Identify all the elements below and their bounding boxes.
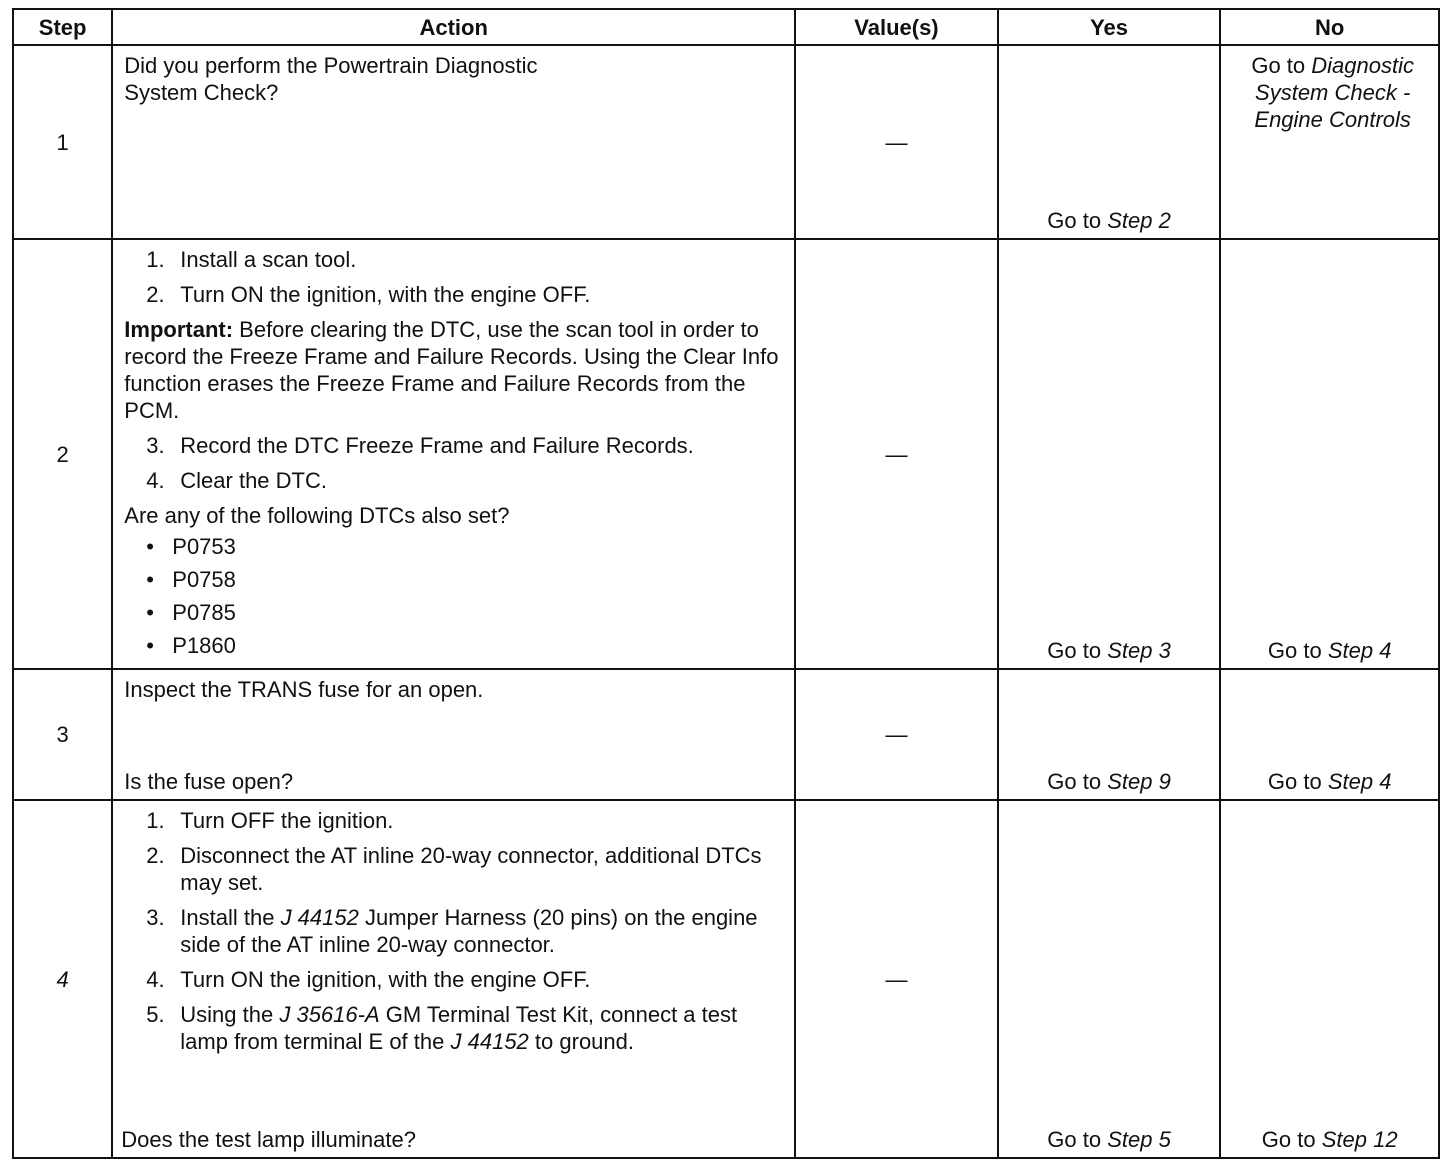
- step-list: [124, 807, 784, 1055]
- yes-cell: [998, 45, 1221, 239]
- yes-cell: [998, 669, 1221, 800]
- no-link[interactable]: Go to Step 12: [1261, 1127, 1398, 1152]
- tool-ref: J 35616-A: [279, 1002, 380, 1027]
- header-step: Step: [13, 9, 112, 45]
- header-row: [13, 9, 1439, 45]
- list-item: 4. Clear the DTC.: [146, 468, 327, 493]
- list-item: • P0758: [146, 567, 236, 592]
- no-link[interactable]: Go to Step 4: [1267, 638, 1392, 663]
- list-item: 3. Install the J 44152 Jumper Harness (20 pins) on the engine side of the AT inline 20-way connector.: [146, 905, 758, 957]
- list-item: • P1860: [146, 633, 236, 658]
- table-row: [13, 669, 1439, 800]
- table-row: [13, 45, 1439, 239]
- dtc-list: [124, 533, 784, 659]
- tool-ref: J 44152: [280, 905, 359, 930]
- table-row: [13, 800, 1439, 1158]
- no-cell: [1220, 239, 1439, 669]
- list-item: 1. Turn OFF the ignition.: [146, 808, 394, 833]
- value-cell: [795, 669, 998, 800]
- value-cell: [795, 45, 998, 239]
- no-link[interactable]: Go to Diagnostic System Check - Engine Controls: [1251, 53, 1414, 132]
- step-list: [124, 432, 784, 494]
- step-number: 1: [13, 45, 112, 239]
- list-item: • P0785: [146, 600, 236, 625]
- yes-link[interactable]: Go to Step 5: [1047, 1127, 1171, 1152]
- action-cell: [112, 45, 795, 239]
- table-row: [13, 239, 1439, 669]
- yes-cell: [998, 239, 1221, 669]
- action-text: Did you perform the Powertrain Diagnostic System Check?: [124, 53, 538, 105]
- header-values: Value(s): [795, 9, 998, 45]
- list-item: 2. Turn ON the ignition, with the engine OFF.: [146, 282, 591, 307]
- yes-link[interactable]: Go to Step 9: [1047, 769, 1171, 794]
- list-item: 4. Turn ON the ignition, with the engine OFF.: [146, 967, 591, 992]
- list-item: 2. Disconnect the AT inline 20-way connector, additional DTCs may set.: [146, 843, 762, 895]
- value-dash: —: [885, 966, 908, 992]
- question-text: Are any of the following DTCs also set?: [124, 503, 510, 528]
- list-item: • P0753: [146, 534, 236, 559]
- value-dash: —: [885, 129, 908, 155]
- header-action: Action: [112, 9, 795, 45]
- yes-link[interactable]: Go to Step 2: [1047, 208, 1171, 233]
- important-note: Important: Before clearing the DTC, use the scan tool in order to record the Freeze Frame and Failure Records. Using the Clear Info function erases the Freeze Frame and Failure Records from the PCM.: [124, 317, 779, 423]
- header-no: No: [1220, 9, 1439, 45]
- list-item: 1. Install a scan tool.: [146, 247, 357, 272]
- yes-link[interactable]: Go to Step 3: [1047, 638, 1171, 663]
- no-cell: [1220, 800, 1439, 1158]
- action-cell: [112, 669, 795, 800]
- diagnostic-table: [12, 8, 1440, 1159]
- value-cell: [795, 239, 998, 669]
- step-number: 2: [13, 239, 112, 669]
- question-text: Is the fuse open?: [124, 769, 294, 794]
- step-number: 4: [13, 800, 112, 1158]
- no-cell: [1220, 669, 1439, 800]
- value-cell: [795, 800, 998, 1158]
- list-item: 3. Record the DTC Freeze Frame and Failure Records.: [146, 433, 694, 458]
- yes-cell: [998, 800, 1221, 1158]
- question-text: Does the test lamp illuminate?: [121, 1127, 416, 1152]
- step-number: 3: [13, 669, 112, 800]
- list-item: 5. Using the J 35616-A GM Terminal Test Kit, connect a test lamp from terminal E of the J 44152 to ground.: [146, 1002, 738, 1054]
- action-cell: [112, 800, 795, 1158]
- action-cell: [112, 239, 795, 669]
- no-cell: [1220, 45, 1439, 239]
- no-link[interactable]: Go to Step 4: [1267, 769, 1392, 794]
- action-text: Inspect the TRANS fuse for an open.: [124, 677, 484, 702]
- value-dash: —: [885, 722, 908, 747]
- header-yes: Yes: [998, 9, 1221, 45]
- tool-ref: J 44152: [450, 1029, 529, 1054]
- value-dash: —: [885, 441, 908, 467]
- step-list: [124, 246, 784, 308]
